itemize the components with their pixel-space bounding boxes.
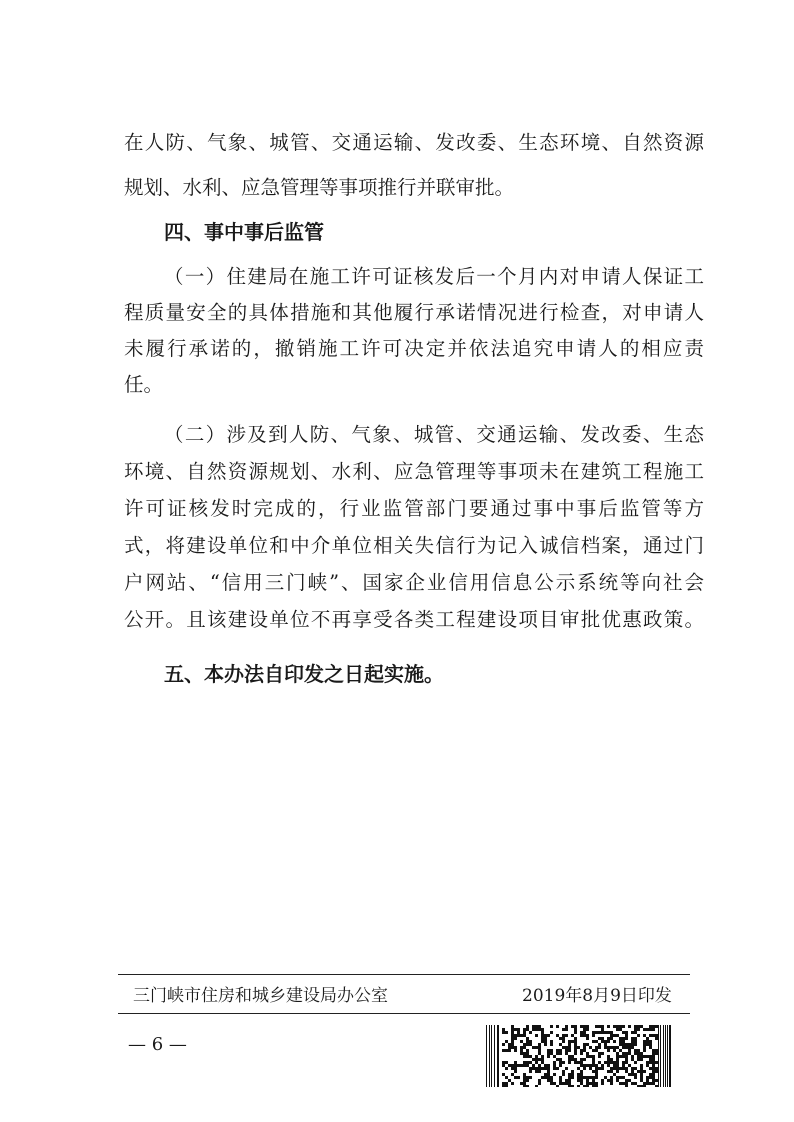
footer-date: 2019年8月9日印发 <box>522 986 672 1006</box>
footer-top-rule <box>118 974 690 975</box>
section-heading-4: 四、事中事后监管 <box>164 220 324 244</box>
paragraph-line: 户网站、“信用三门峡”、国家企业信用信息公示系统等向社会 <box>124 571 704 594</box>
paragraph-line: 任。 <box>124 373 164 396</box>
paragraph-line: 规划、水利、应急管理等事项推行并联审批。 <box>124 176 515 199</box>
paragraph-line: 许可证核发时完成的，行业监管部门要通过事中事后监管等方 <box>124 497 704 520</box>
footer-issuer: 三门峡市住房和城乡建设局办公室 <box>133 986 388 1006</box>
paragraph-line: 环境、自然资源规划、水利、应急管理等事项未在建筑工程施工 <box>124 460 704 483</box>
paragraph-line: 程质量安全的具体措施和其他履行承诺情况进行检查，对申请人 <box>124 301 704 324</box>
paragraph-line: 式，将建设单位和中介单位相关失信行为记入诚信档案，通过门 <box>124 534 704 557</box>
section-heading-5: 五、本办法自印发之日起实施。 <box>164 662 444 686</box>
paragraph-line: （二）涉及到人防、气象、城管、交通运输、发改委、生态 <box>164 423 704 446</box>
paragraph-line: 公开。且该建设单位不再享受各类工程建设项目审批优惠政策。 <box>124 608 704 631</box>
paragraph-line: 未履行承诺的，撤销施工许可决定并依法追究申请人的相应责 <box>124 337 704 360</box>
page-number: — 6 — <box>128 1034 187 1055</box>
barcode-icon <box>486 1025 672 1087</box>
paragraph-line: 在人防、气象、城管、交通运输、发改委、生态环境、自然资源 <box>124 131 704 154</box>
footer-bottom-rule <box>118 1013 690 1014</box>
paragraph-line: （一）住建局在施工许可证核发后一个月内对申请人保证工 <box>164 265 704 288</box>
